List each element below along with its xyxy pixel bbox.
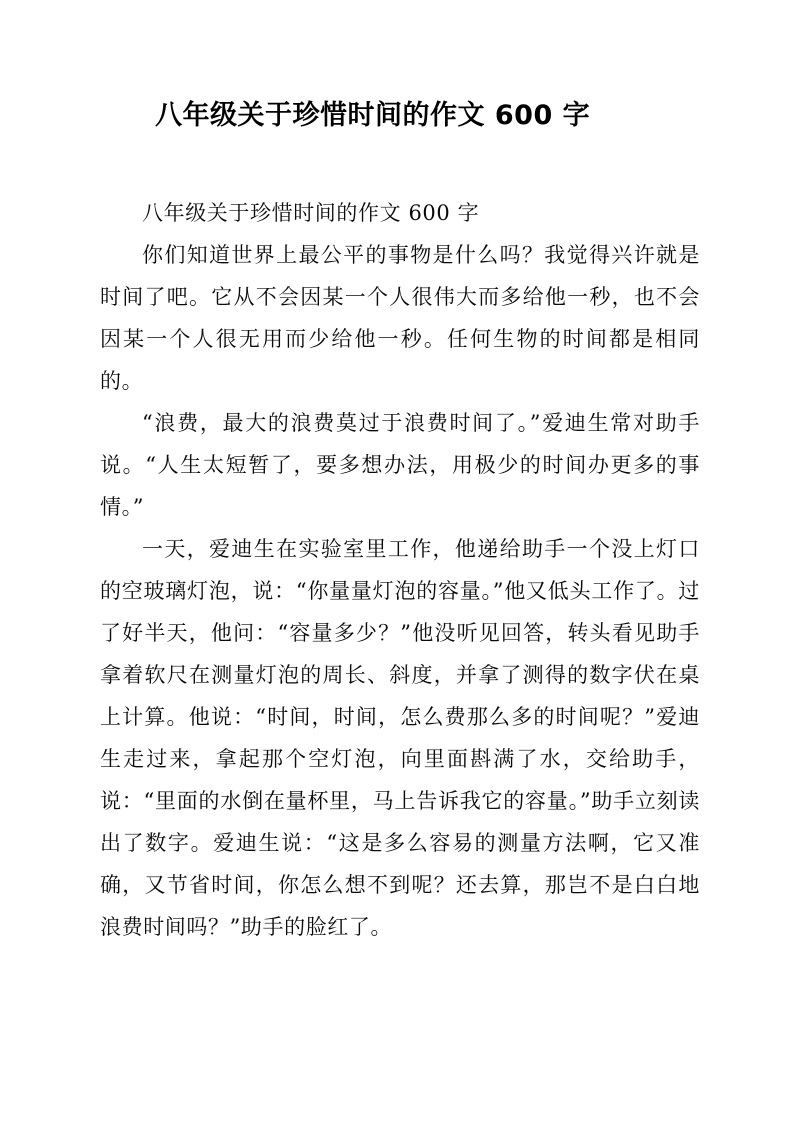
document-body: [100, 192, 700, 948]
paragraph: 你们知道世界上最公平的事物是什么吗？我觉得兴许就是时间了吧。它从不会因某一个人很伟大而多给他一秒，也不会因某一个人很无用而少给他一秒。任何生物的时间都是相同的。: [100, 243, 700, 393]
paragraph: 八年级关于珍惜时间的作文 600 字: [142, 201, 480, 225]
paragraph: “浪费，最大的浪费莫过于浪费时间了。”爱迪生常对助手说。“人生太短暂了，要多想办法，用极少的时间办更多的事情。”: [100, 411, 700, 519]
paragraph: 一天，爱迪生在实验室里工作，他递给助手一个没上灯口的空玻璃灯泡，说：“你量量灯泡的容量。”他又低头工作了。过了好半天，他问：“容量多少？”他没听见回答，转头看见助手拿着软尺在测量灯泡的周长、斜度，并拿了测得的数字伏在桌上计算。他说：“时间，时间，怎么费那么多的时间呢？”爱迪生走过来，拿起那个空灯泡，向里面斟满了水，交给助手，说：“里面的水倒在量杯里，马上告诉我它的容量。”助手立刻读出了数字。爱迪生说：“这是多么容易的测量方法啊，它又准确，又节省时间，你怎么想不到呢？还去算，那岂不是白白地浪费时间吗？”助手的脸红了。: [100, 537, 700, 939]
page-title: 八年级关于珍惜时间的作文 600 字: [155, 100, 591, 131]
